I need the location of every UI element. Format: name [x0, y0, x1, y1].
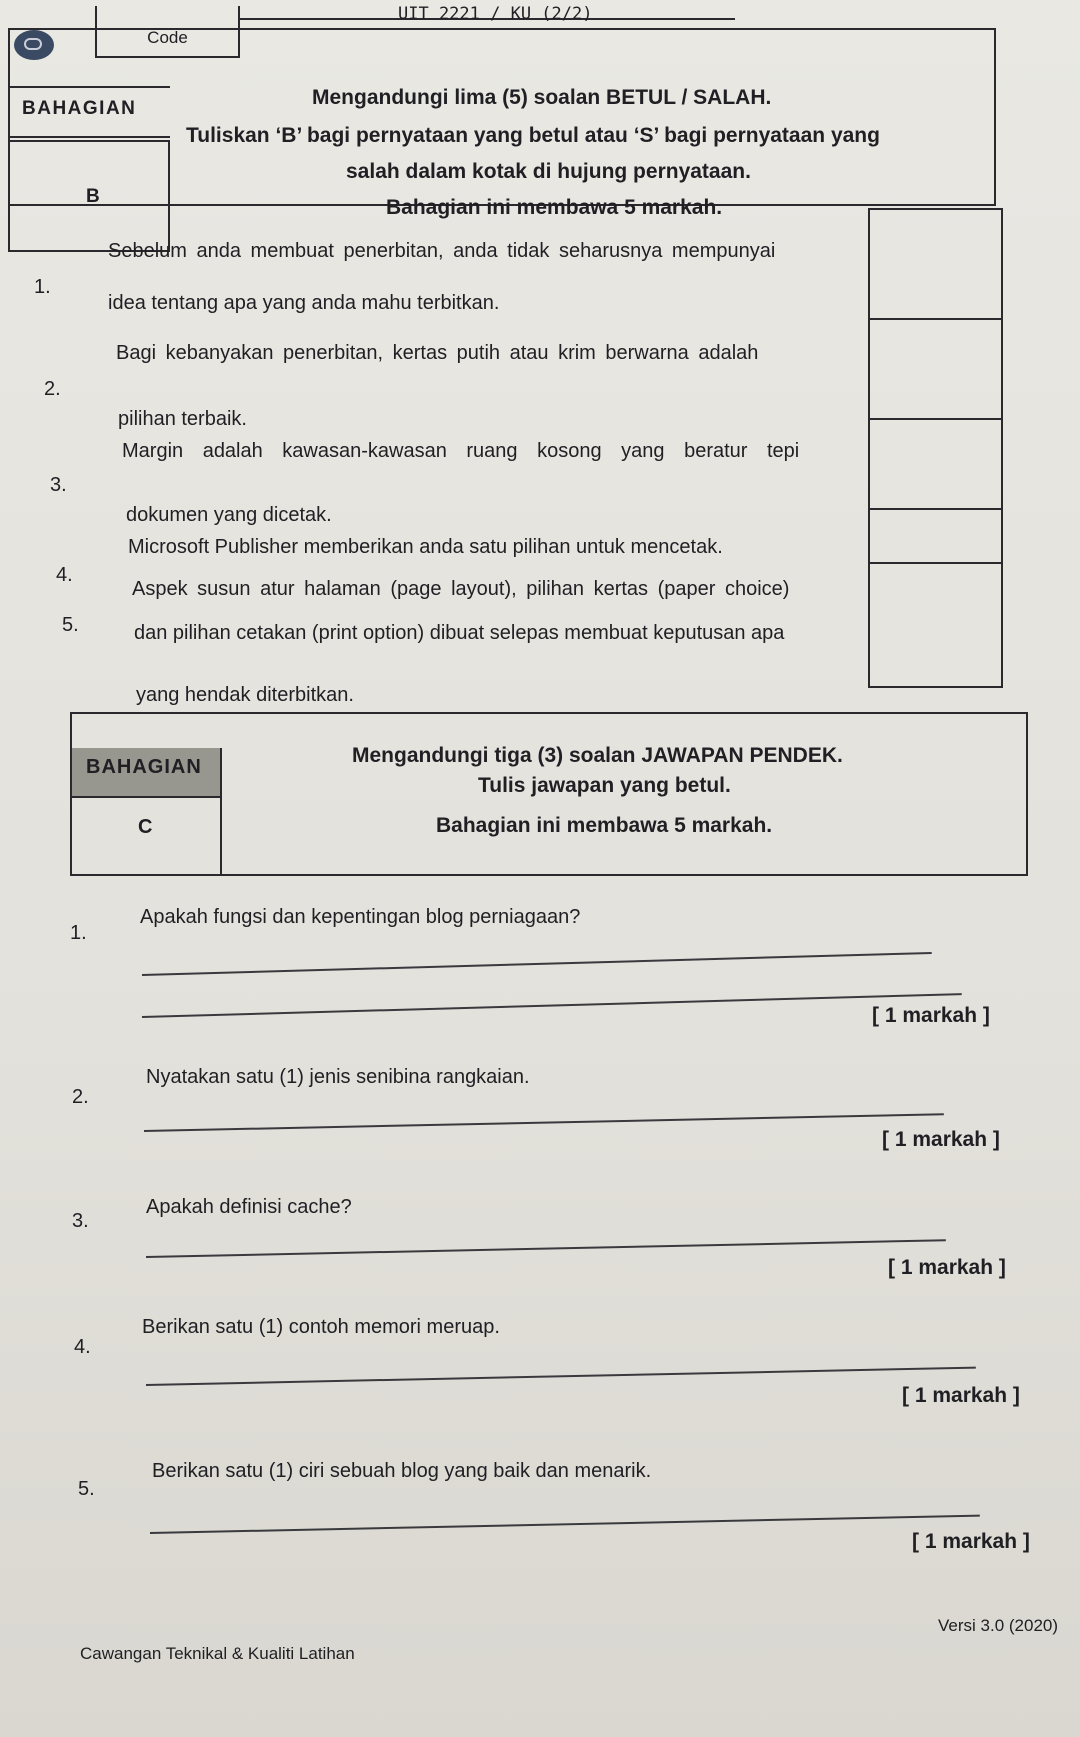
section-c-instruction: Bahagian ini membawa 5 markah.: [436, 814, 773, 837]
question-text: Apakah definisi cache?: [146, 1196, 352, 1218]
footer-version: Versi 3.0 (2020): [938, 1616, 1059, 1635]
section-b-instruction: Mengandungi lima (5) soalan BETUL / SALAH.: [312, 86, 772, 109]
code-label: Code: [147, 28, 188, 47]
section-b-instruction: Bahagian ini membawa 5 markah.: [386, 196, 723, 219]
statement-text: Bagi kebanyakan penerbitan, kertas putih atau krim berwarna adalah: [116, 342, 759, 364]
statement-text: dan pilihan cetakan (print option) dibuat selepas membuat keputusan apa: [134, 622, 785, 644]
statement-number: 4.: [56, 564, 73, 586]
mark-allocation: [ 1 markah ]: [902, 1384, 1020, 1407]
question-text: Berikan satu (1) ciri sebuah blog yang baik dan menarik.: [152, 1460, 652, 1482]
statement-number: 5.: [62, 614, 79, 636]
statement-text: Sebelum anda membuat penerbitan, anda tidak seharusnya mempunyai: [108, 240, 776, 262]
section-c-divider: [220, 748, 222, 875]
question-number: 2.: [72, 1086, 89, 1108]
section-b-instruction: salah dalam kotak di hujung pernyataan.: [346, 160, 751, 183]
question-number: 1.: [70, 922, 87, 944]
statement-text: Aspek susun atur halaman (page layout), pilihan kertas (paper choice): [132, 578, 790, 600]
statement-number: 2.: [44, 378, 61, 400]
mark-allocation: [ 1 markah ]: [882, 1128, 1000, 1151]
question-number: 4.: [74, 1336, 91, 1358]
section-b-tag-label: BAHAGIAN: [22, 98, 137, 119]
statement-number: 3.: [50, 474, 67, 496]
statement-text: dokumen yang dicetak.: [126, 504, 332, 526]
mark-allocation: [ 1 markah ]: [872, 1004, 990, 1027]
statement-text: yang hendak diterbitkan.: [136, 684, 354, 706]
mark-allocation: [ 1 markah ]: [912, 1530, 1030, 1553]
statement-text: Microsoft Publisher memberikan anda satu pilihan untuk mencetak.: [128, 536, 723, 558]
question-number: 3.: [72, 1210, 89, 1232]
statement-text: Margin adalah kawasan-kawasan ruang kosong yang beratur tepi: [122, 440, 800, 462]
question-text: Berikan satu (1) contoh memori meruap.: [142, 1316, 500, 1338]
answer-box-2[interactable]: [870, 318, 1001, 414]
statement-number: 1.: [34, 276, 51, 298]
statement-text: idea tentang apa yang anda mahu terbitkan.: [108, 292, 500, 314]
section-c-instruction: Tulis jawapan yang betul.: [478, 774, 731, 797]
answer-box-5[interactable]: [870, 562, 1001, 686]
footer-department: Cawangan Teknikal & Kualiti Latihan: [80, 1644, 355, 1663]
section-b-instruction: Tuliskan ‘B’ bagi pernyataan yang betul atau ‘S’ bagi pernyataan yang: [186, 124, 880, 147]
section-c-tag-label: BAHAGIAN: [86, 756, 202, 778]
section-c-letter: C: [138, 816, 153, 838]
answer-box-4[interactable]: [870, 508, 1001, 558]
statement-text: pilihan terbaik.: [118, 408, 247, 430]
section-c-tag-rule: [72, 796, 222, 798]
question-text: Nyatakan satu (1) jenis senibina rangkaian.: [146, 1066, 530, 1088]
question-number: 5.: [78, 1478, 95, 1500]
section-c-instruction: Mengandungi tiga (3) soalan JAWAPAN PENDEK.: [352, 744, 843, 767]
section-b-letter: B: [86, 186, 100, 207]
question-text: Apakah fungsi dan kepentingan blog perniagaan?: [140, 906, 581, 928]
answer-box-3[interactable]: [870, 418, 1001, 504]
answer-box-1[interactable]: [870, 210, 1001, 314]
paper-reference: UIT 2221 / KU (2/2): [398, 4, 593, 24]
mark-allocation: [ 1 markah ]: [888, 1256, 1006, 1279]
